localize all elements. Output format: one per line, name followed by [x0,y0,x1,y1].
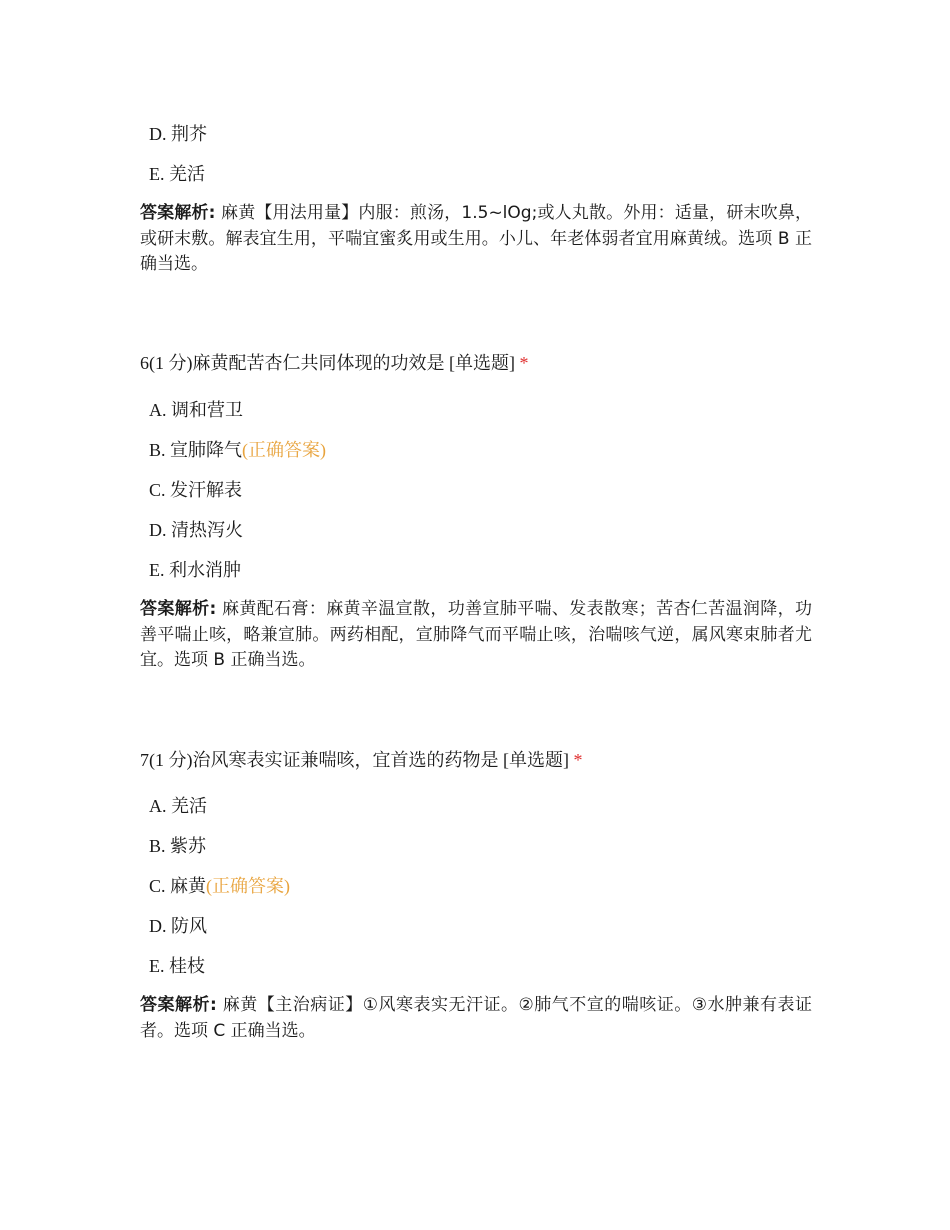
question-7-option-b [149,834,206,858]
option-text: C. 麻黄 [149,876,207,896]
option-text: E. 羌活 [149,164,205,184]
question-6-option-b [149,438,326,462]
question-7-option-d [149,914,207,938]
correct-mark: (正确答案) [206,876,291,896]
question-text: 6(1 分)麻黄配苦杏仁共同体现的功效是 [单选题] [140,353,515,373]
option-text: C. 发汗解表 [149,480,243,500]
question-text: 7(1 分)治风寒表实证兼喘咳，宜首选的药物是 [单选题] [140,750,569,770]
question-6-option-e [149,558,241,582]
question-7-option-c [149,874,290,898]
analysis-prev [140,201,812,278]
required-mark: * [519,353,529,373]
option-prev-e [149,162,205,186]
question-7-option-e [149,954,205,978]
question-7-title [140,748,582,772]
question-7-analysis [140,993,812,1044]
option-text: A. 羌活 [149,796,207,816]
required-mark: * [573,750,583,770]
question-6-option-d [149,518,243,542]
option-text: D. 清热泻火 [149,520,243,540]
question-6-option-a [149,398,243,422]
option-text: B. 紫苏 [149,836,207,856]
option-text: E. 桂枝 [149,956,205,976]
option-text: D. 荆芥 [149,124,207,144]
analysis-text: 麻黄【主治病证】①风寒表实无汗证。②肺气不宣的喘咳证。③水肿兼有表证者。选项 C 正确当选。 [140,995,812,1041]
option-text: D. 防风 [149,916,207,936]
option-text: A. 调和营卫 [149,400,243,420]
analysis-label: 答案解析: [140,203,216,223]
option-text: B. 宣肺降气 [149,440,243,460]
analysis-label: 答案解析: [140,599,217,619]
question-6-option-c [149,478,242,502]
analysis-text: 麻黄【用法用量】内服：煎汤，1.5~lOg;或人丸散。外用：适量，研末吹鼻，或研末敷。解表宜生用，平喘宜蜜炙用或生用。小儿、年老体弱者宜用麻黄绒。选项 B 正确当选。 [140,203,812,274]
question-6-title [140,351,528,375]
analysis-text: 麻黄配石膏：麻黄辛温宣散，功善宣肺平喘、发表散寒；苦杏仁苦温润降，功善平喘止咳，略兼宣肺。两药相配，宣肺降气而平喘止咳，治喘咳气逆，属风寒束肺者尤宜。选项 B 正确当选。 [140,599,812,670]
question-6-analysis [140,597,812,674]
question-7-option-a [149,794,207,818]
option-prev-d [149,122,207,146]
correct-mark: (正确答案) [242,440,327,460]
option-text: E. 利水消肿 [149,560,241,580]
analysis-label: 答案解析: [140,995,217,1015]
